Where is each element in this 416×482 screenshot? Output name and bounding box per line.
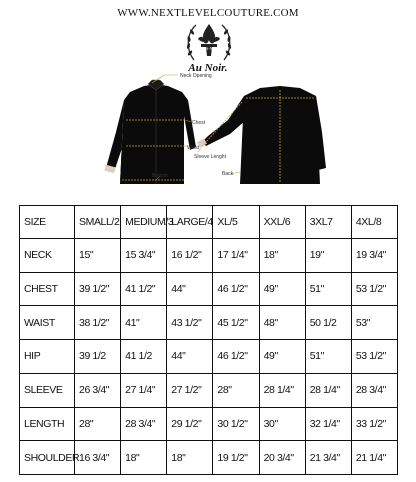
table-cell: 17 1/4" [213, 239, 259, 273]
table-cell: 16 3/4" [75, 441, 121, 475]
table-row [20, 407, 398, 441]
table-cell: 18" [259, 239, 305, 273]
table-cell: 28 1/4" [305, 373, 351, 407]
table-cell: 51" [305, 272, 351, 306]
table-row [20, 306, 398, 340]
table-cell: 49" [259, 272, 305, 306]
row-label: SLEEVE [20, 373, 75, 407]
table-cell: 16 1/2" [167, 239, 213, 273]
shirt-measurement-diagram [90, 72, 340, 200]
table-cell: 41 1/2 [121, 340, 167, 374]
table-cell: 41 1/2" [121, 272, 167, 306]
header-cell: SMALL/2 [75, 206, 121, 239]
table-cell: 19 3/4" [351, 239, 397, 273]
table-cell: 50 1/2 [305, 306, 351, 340]
table-cell: 18" [121, 441, 167, 475]
label-neck-opening: Neck Opening [180, 73, 212, 79]
table-cell: 29 1/2" [167, 407, 213, 441]
table-cell: 48" [259, 306, 305, 340]
website-url: WWW.NEXTLEVELCOUTURE.COM [117, 7, 299, 19]
table-cell: 49" [259, 340, 305, 374]
table-cell: 43 1/2" [167, 306, 213, 340]
brand-name: Au Noir. [188, 62, 228, 74]
table-cell: 15" [75, 239, 121, 273]
table-row [20, 441, 398, 475]
size-table-header-row [20, 206, 398, 239]
header-cell: XL/5 [213, 206, 259, 239]
table-cell: 33 1/2" [351, 407, 397, 441]
table-cell: 44" [167, 340, 213, 374]
table-cell: 45 1/2" [213, 306, 259, 340]
header-cell: 3XL7 [305, 206, 351, 239]
table-cell: 21 3/4" [305, 441, 351, 475]
table-cell: 20 3/4" [259, 441, 305, 475]
table-cell: 46 1/2" [213, 340, 259, 374]
table-cell: 53 1/2" [351, 340, 397, 374]
table-cell: 27 1/4" [121, 373, 167, 407]
row-label: LENGTH [20, 407, 75, 441]
table-cell: 32 1/4" [305, 407, 351, 441]
table-row [20, 373, 398, 407]
logo-monogram: A-N [205, 46, 213, 51]
header-cell: 4XL/8 [351, 206, 397, 239]
header-cell: MEDIUM/3 [121, 206, 167, 239]
table-cell: 18" [167, 441, 213, 475]
table-cell: 15 3/4" [121, 239, 167, 273]
table-cell: 38 1/2" [75, 306, 121, 340]
brand-logo-icon [184, 20, 234, 64]
row-label: WAIST [20, 306, 75, 340]
label-waist: Waist [187, 145, 200, 151]
table-cell: 27 1/2" [167, 373, 213, 407]
table-cell: 53 1/2" [351, 272, 397, 306]
table-row [20, 340, 398, 374]
row-label: CHEST [20, 272, 75, 306]
table-row [20, 239, 398, 273]
table-cell: 41" [121, 306, 167, 340]
table-cell: 28" [75, 407, 121, 441]
table-cell: 46 1/2" [213, 272, 259, 306]
table-cell: 19 1/2" [213, 441, 259, 475]
table-cell: 39 1/2" [75, 272, 121, 306]
table-cell: 26 3/4" [75, 373, 121, 407]
label-back: Back [222, 171, 234, 177]
header-cell: SIZE [20, 206, 75, 239]
table-cell: 28 3/4" [351, 373, 397, 407]
table-cell: 30 1/2" [213, 407, 259, 441]
row-label: SHOULDER [20, 441, 75, 475]
table-cell: 28 1/4" [259, 373, 305, 407]
size-table [19, 205, 398, 475]
table-cell: 30" [259, 407, 305, 441]
table-cell: 28" [213, 373, 259, 407]
header-cell: LARGE/4 [167, 206, 213, 239]
table-cell: 39 1/2 [75, 340, 121, 374]
table-cell: 44" [167, 272, 213, 306]
label-chest: Chest [192, 120, 206, 126]
shirt-front-drawing [104, 75, 196, 184]
table-cell: 19" [305, 239, 351, 273]
table-cell: 28 3/4" [121, 407, 167, 441]
table-cell: 51" [305, 340, 351, 374]
header-cell: XXL/6 [259, 206, 305, 239]
row-label: NECK [20, 239, 75, 273]
label-sleeve-length: Sleeve Lenght [194, 154, 226, 160]
table-cell: 21 1/4" [351, 441, 397, 475]
label-bottom: Bottom [152, 173, 168, 179]
shirt-back-drawing [197, 86, 326, 184]
table-cell: 53" [351, 306, 397, 340]
row-label: HIP [20, 340, 75, 374]
table-row [20, 272, 398, 306]
